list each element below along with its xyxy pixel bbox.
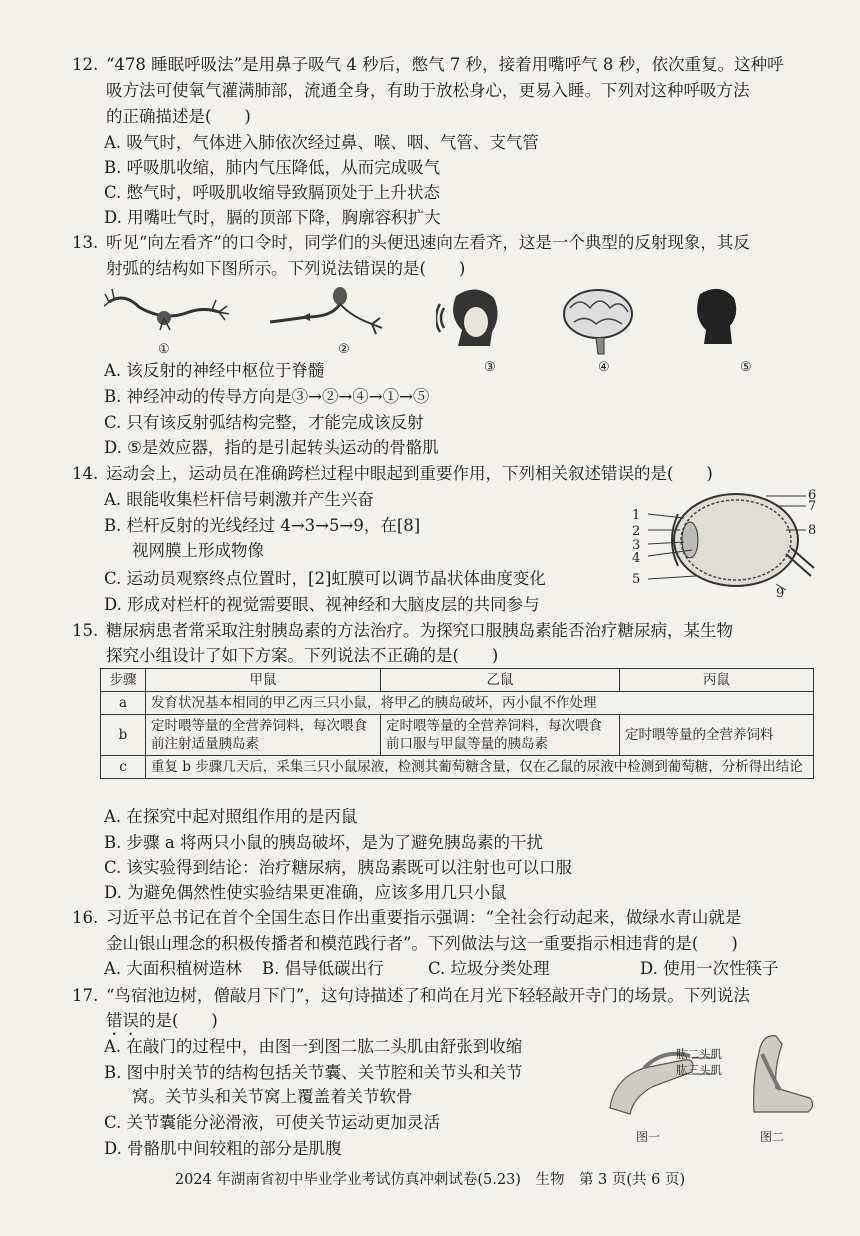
q15-option-b: B. 步骤 a 将两只小鼠的胰岛破坏，是为了避免胰岛素的干扰 [104,833,543,852]
q15-stem-text-1: 糖尿病患者常采取注射胰岛素的方法治疗。为探究口服胰岛素能否治疗糖尿病，某生物 [106,621,733,640]
figure-two-label: 图二 [760,1130,785,1144]
q12-stem-line-1 [72,54,784,76]
header-bing: 丙鼠 [620,669,814,692]
q12-option-d: D. 用嘴吐气时，膈的顶部下降，胸廓容积扩大 [104,208,441,227]
q13-option-d: D. ⑤是效应器，指的是引起转头运动的骨骼肌 [104,438,439,457]
q14-option-d: D. 形成对栏杆的视觉需要眼、视神经和大脑皮层的共同参与 [104,595,540,614]
q16-option-b: B. 倡导低碳出行 [262,959,384,978]
q12-number: 12. [72,55,99,74]
row-a-content: 发育状况基本相同的甲乙丙三只小鼠，将甲乙的胰岛破坏，丙小鼠不作处理 [146,692,814,715]
q14-option-c: C. 运动员观察终点位置时，[2]虹膜可以调节晶状体曲度变化 [104,569,546,588]
eye-label-9: 9 [776,586,785,601]
q16-option-a: A. 大面积植树造林 [104,959,242,978]
label-biceps: 肱二头肌 [676,1047,722,1061]
row-b-yi: 定时喂等量的全营养饲料，每次喂食前口服与甲鼠等量的胰岛素 [381,715,620,756]
q17-number: 17. [72,986,99,1005]
eye-label-4: 4 [632,551,641,566]
eye-label-2: 2 [632,524,641,539]
q14-number: 14. [72,464,99,483]
q15-option-d: D. 为避免偶然性使实验结果更准确，应该多用几只小鼠 [104,883,507,902]
q17-option-b: B. 图中肘关节的结构包括关节囊、关节腔和关节头和关节 [104,1063,523,1082]
eye-label-1: 1 [632,508,641,523]
motor-neuron-figure [262,282,392,350]
q12-option-b: B. 呼吸肌收缩，肺内气压降低，从而完成吸气 [104,158,441,177]
figure-label-1: ① [158,342,170,357]
q17-option-c: C. 关节囊能分泌滑液，可使关节运动更加灵活 [104,1113,441,1132]
label-triceps: 肱三头肌 [676,1063,722,1077]
head-silhouette-figure [686,286,746,354]
q15-option-a: A. 在探究中起对照组作用的是丙鼠 [104,807,358,826]
brain-figure [560,286,636,356]
figure-label-5: ⑤ [740,360,752,375]
header-yi: 乙鼠 [381,669,620,692]
q14-option-b-cont: 视网膜上形成物像 [132,541,264,560]
q17-option-d: D. 骨骼肌中间较粗的部分是肌腹 [104,1139,342,1158]
q13-option-c: C. 只有该反射弧结构完整，才能完成该反射 [104,413,424,432]
q12-option-c: C. 憋气时，呼吸肌收缩导致膈顶处于上升状态 [104,183,441,202]
q13-stem-text-1: 听见“向左看齐”的口令时，同学们的头便迅速向左看齐，这是一个典型的反射现象，其反 [106,233,750,252]
q12-stem-line-2: 吸方法可使氧气灌满肺部，流通全身，有助于放松身心，更易入睡。下列对这种呼吸方法 [106,81,750,100]
q17-stem-text-2: 的是( ) [139,1011,218,1030]
q15-option-c: C. 该实验得到结论：治疗糖尿病，胰岛素既可以注射也可以口服 [104,858,573,877]
q13-number: 13. [72,233,99,252]
eye-label-8: 8 [808,523,817,538]
q16-stem-line-2: 金山银山理念的积极传播者和模范践行者”。下列做法与这一重要指示相违背的是( ) [106,934,738,953]
q14-stem-text-1: 运动会上，运动员在准确跨栏过程中眼起到重要作用，下列相关叙述错误的是( ) [106,464,713,483]
figure-label-3: ③ [484,360,496,375]
q15-stem-line-1 [72,620,733,642]
header-jia: 甲鼠 [146,669,381,692]
q17-option-a: A. 在敲门的过程中，由图一到图二肱二头肌由舒张到收缩 [104,1037,523,1056]
table-row-c [101,756,814,779]
q17-stem-text-1: “鸟宿池边树，僧敲月下门”，这句诗描述了和尚在月光下轻轻敲开寺门的场景。下列说法 [106,986,750,1005]
eye-diagram [636,484,816,594]
figure-one-label: 图一 [636,1130,661,1144]
header-step: 步骤 [101,669,146,692]
q17-stem-line-2 [106,1010,218,1039]
q13-option-a: A. 该反射的神经中枢位于脊髓 [104,361,325,380]
q13-option-b: B. 神经冲动的传导方向是③→②→④→①→⑤ [104,387,430,406]
step-c: c [101,756,146,779]
figure-label-4: ④ [598,360,610,375]
table-header-row [101,669,814,692]
eye-label-7: 7 [808,499,817,514]
q16-stem-line-1 [72,907,741,929]
eye-label-3: 3 [632,538,641,553]
q15-number: 15. [72,621,99,640]
q16-option-d: D. 使用一次性筷子 [640,959,779,978]
q14-option-b: B. 栏杆反射的光线经过 4→3→5→9，在[8] [104,516,421,535]
row-b-jia: 定时喂等量的全营养饲料，每次喂食前注射适量胰岛素 [146,715,381,756]
q14-stem-line-1 [72,463,713,485]
q16-stem-text-1: 习近平总书记在首个全国生态日作出重要指示强调：“全社会行动起来，做绿水青山就是 [106,908,742,927]
q15-stem-line-2: 探究小组设计了如下方案。下列说法不正确的是( ) [106,646,499,665]
step-b: b [101,715,146,756]
head-ear-figure [436,286,506,356]
table-row-b [101,715,814,756]
step-a: a [101,692,146,715]
q12-stem-line-3: 的正确描述是( ) [106,107,251,126]
q17-stem-line-1 [72,985,750,1007]
row-c-content: 重复 b 步骤几天后，采集三只小鼠尿液，检测其葡萄糖含量，仅在乙鼠的尿液中检测到葡萄糖，分析得出结论 [146,756,814,779]
q13-stem-line-1 [72,232,750,254]
q17-option-b-cont: 窝。关节头和关节窝上覆盖着关节软骨 [132,1087,413,1106]
q17-emphasis-word: 错误 [106,1011,139,1030]
q12-option-a: A. 吸气时，气体进入肺依次经过鼻、喉、咽、气管、支气管 [104,133,539,152]
q13-stem-line-2: 射弧的结构如下图所示。下列说法错误的是( ) [106,259,466,278]
table-row-a [101,692,814,715]
q16-number: 16. [72,908,99,927]
figure-label-2: ② [338,342,350,357]
q16-option-c: C. 垃圾分类处理 [428,959,550,978]
eye-label-6: 6 [808,488,817,503]
page-footer: 2024 年湖南省初中毕业学业考试仿真冲刺试卷(5.23) 生物 第 3 页(共 6 页) [174,1172,686,1188]
experiment-table [100,668,814,779]
row-b-bing: 定时喂等量的全营养饲料 [620,715,814,756]
q14-option-a: A. 眼能收集栏杆信号刺激并产生兴奋 [104,490,374,509]
eye-label-5: 5 [632,572,641,587]
q12-stem-text-1: “478 睡眠呼吸法”是用鼻子吸气 4 秒后，憋气 7 秒，接着用嘴呼气 8 秒，依次重复。这种呼 [106,55,784,74]
sensory-neuron-figure [104,282,234,350]
